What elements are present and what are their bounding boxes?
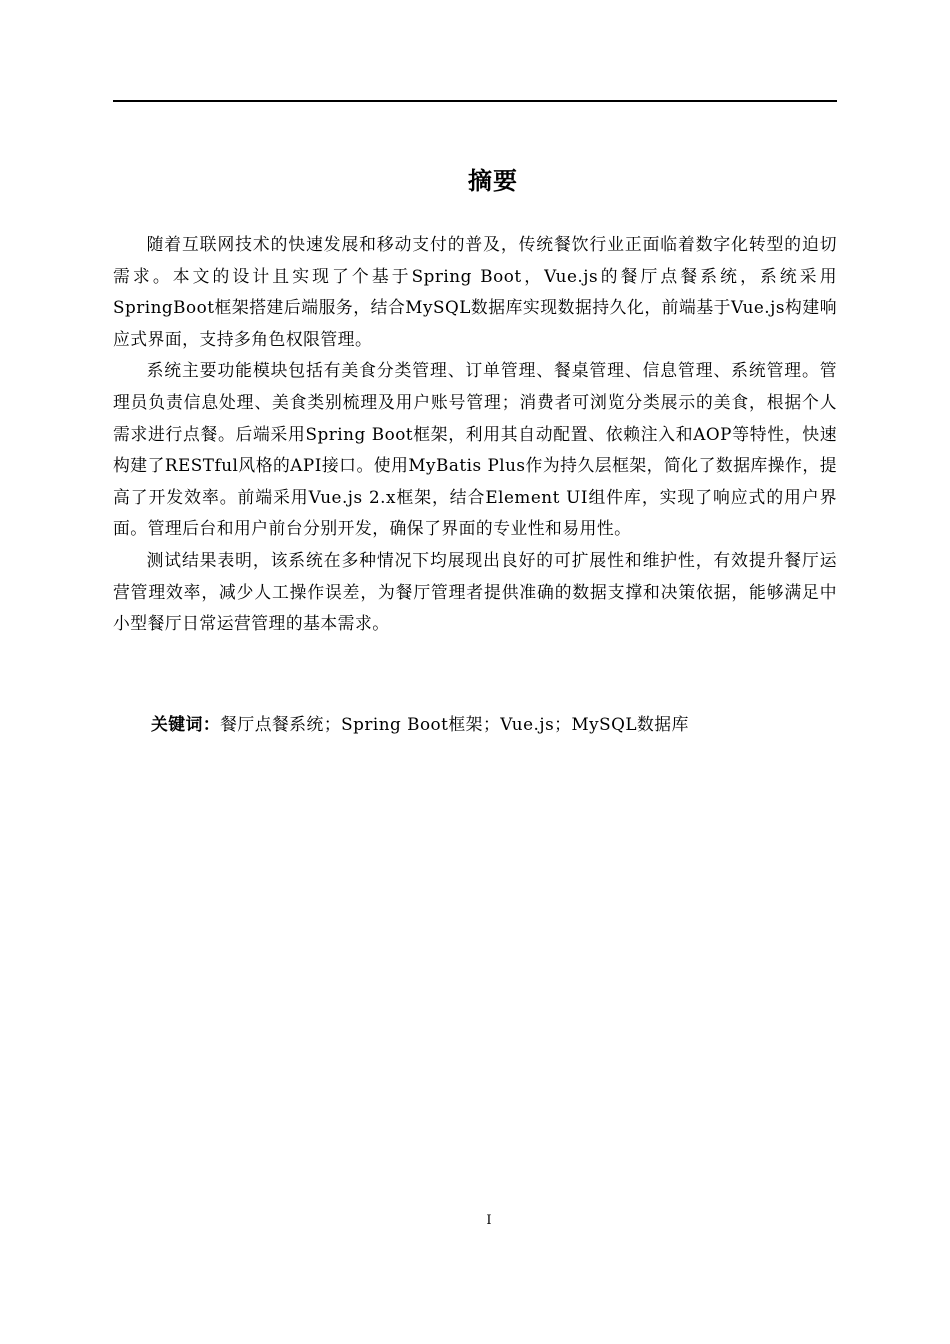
abstract-paragraph-3: 测试结果表明，该系统在多种情况下均展现出良好的可扩展性和维护性，有效提升餐厅运营管理效率，减少人工操作误差，为餐厅管理者提供准确的数据支撑和决策依据，能够满足中小型餐厅日常运营管理的基本需求。: [113, 549, 837, 634]
keywords-line: [151, 708, 841, 740]
keywords-label: 关键词：: [151, 714, 221, 734]
abstract-paragraph-1: 随着互联网技术的快速发展和移动支付的普及，传统餐饮行业正面临着数字化转型的迫切需求。本文的设计且实现了个基于Spring Boot，Vue.js的餐厅点餐系统，系统采用SpringBoot框架搭建后端服务，结合MySQL数据库实现数据持久化，前端基于Vue.js构建响应式界面，支持多角色权限管理。: [113, 234, 837, 349]
page-number: I: [486, 1213, 492, 1228]
abstract-paragraph-2: 系统主要功能模块包括有美食分类管理、订单管理、餐桌管理、信息管理、系统管理。管理员负责信息处理、美食类别梳理及用户账号管理；消费者可浏览分类展示的美食，根据个人需求进行点餐。后端采用Spring Boot框架，利用其自动配置、依赖注入和AOP等特性，快速构建了RESTful风格的API接口。使用MyBatis Plus作为持久层框架，简化了数据库操作，提高了开发效率。前端采用Vue.js 2.x框架，结合Element UI组件库，实现了响应式的用户界面。管理后台和用户前台分别开发，确保了界面的专业性和易用性。: [113, 360, 837, 539]
keywords-text: 餐厅点餐系统；Spring Boot框架；Vue.js；MySQL数据库: [220, 714, 689, 734]
header-rule: [113, 100, 837, 102]
page-title: 摘要: [468, 167, 518, 195]
abstract-body: [113, 229, 837, 640]
